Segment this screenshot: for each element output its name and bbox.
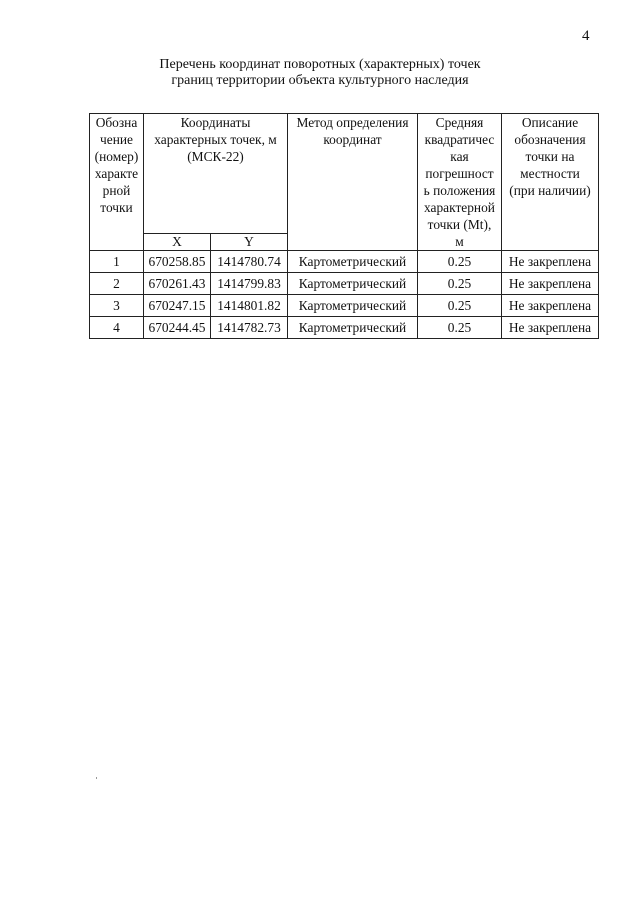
cell-x: 670261.43 (144, 273, 211, 295)
cell-error: 0.25 (418, 251, 502, 273)
cell-x: 670244.45 (144, 317, 211, 339)
title-line-1: Перечень координат поворотных (характерных) точек (159, 57, 481, 72)
cell-y: 1414782.73 (211, 317, 288, 339)
cell-method: Картометрический (288, 317, 418, 339)
header-designation: Обозна чение (номер) характе рной точки (90, 114, 144, 251)
page-number: 4 (582, 28, 590, 44)
cell-y: 1414801.82 (211, 295, 288, 317)
cell-method: Картометрический (288, 273, 418, 295)
cell-error: 0.25 (418, 273, 502, 295)
cell-error: 0.25 (418, 317, 502, 339)
table-row (90, 295, 599, 317)
cell-y: 1414780.74 (211, 251, 288, 273)
coordinates-table (89, 113, 599, 339)
cell-description: Не закреплена (502, 273, 599, 295)
cell-method: Картометрический (288, 251, 418, 273)
cell-description: Не закреплена (502, 317, 599, 339)
table-header-row (90, 114, 599, 234)
header-x: X (144, 234, 211, 251)
header-y: Y (211, 234, 288, 251)
cell-x: 670258.85 (144, 251, 211, 273)
document-title (0, 57, 640, 89)
header-error: Средняя квадратичес кая погрешност ь положения характерной точки (Mt), м (418, 114, 502, 251)
header-description: Описание обозначения точки на местности (при наличии) (502, 114, 599, 251)
header-method: Метод определения координат (288, 114, 418, 251)
scan-speck (96, 777, 97, 779)
cell-point-number: 3 (90, 295, 144, 317)
table-row (90, 251, 599, 273)
cell-description: Не закреплена (502, 295, 599, 317)
table-row (90, 317, 599, 339)
cell-y: 1414799.83 (211, 273, 288, 295)
cell-description: Не закреплена (502, 251, 599, 273)
title-line-2: границ территории объекта культурного наследия (171, 73, 469, 88)
header-coordinates: Координаты характерных точек, м (МСК-22) (144, 114, 288, 234)
cell-method: Картометрический (288, 295, 418, 317)
cell-x: 670247.15 (144, 295, 211, 317)
cell-error: 0.25 (418, 295, 502, 317)
cell-point-number: 2 (90, 273, 144, 295)
cell-point-number: 4 (90, 317, 144, 339)
table-row (90, 273, 599, 295)
cell-point-number: 1 (90, 251, 144, 273)
